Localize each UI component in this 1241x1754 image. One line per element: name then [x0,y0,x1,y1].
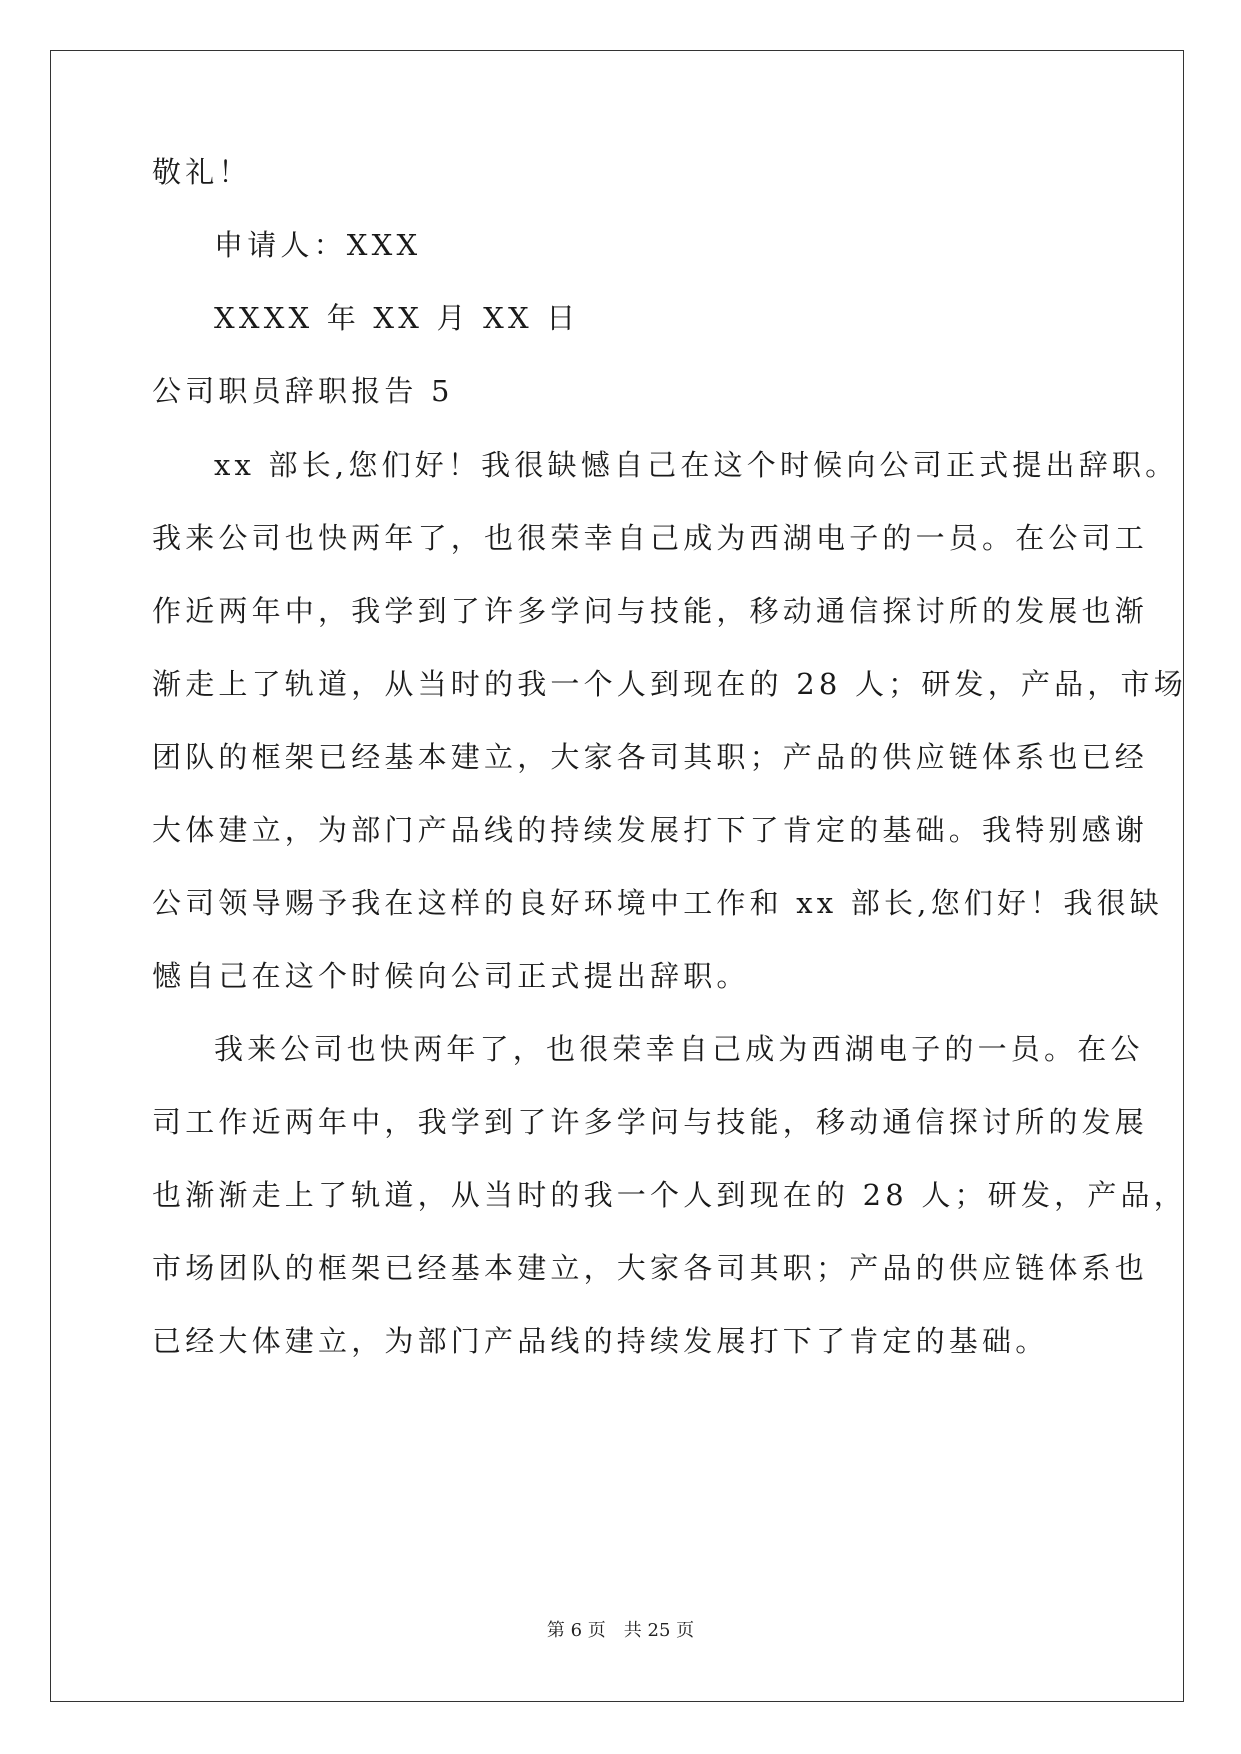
paragraph-line: 憾自己在这个时候向公司正式提出辞职。 [152,959,750,993]
page-number: 第 6 页 共 25 页 [546,1620,695,1641]
paragraph-line: 司工作近两年中，我学到了许多学问与技能，移动通信探讨所的发展 [152,1105,1149,1139]
paragraph-line: 公司领导赐予我在这样的良好环境中工作和 xx 部长,您们好！我很缺 [152,886,1163,920]
closing-text: 敬礼！ [152,155,252,189]
section-title: 公司职员辞职报告 5 [152,374,454,408]
applicant-line: 申请人：XXX [214,228,422,262]
paragraph-line: 我来公司也快两年了，也很荣幸自己成为西湖电子的一员。在公司工 [152,521,1149,555]
paragraph-line: 作近两年中，我学到了许多学问与技能，移动通信探讨所的发展也渐 [152,594,1149,628]
paragraph-line: 团队的框架已经基本建立，大家各司其职；产品的供应链体系也已经 [152,740,1149,774]
paragraph-line: 大体建立，为部门产品线的持续发展打下了肯定的基础。我特别感谢 [152,813,1149,847]
page-border [50,50,1184,1702]
paragraph-line: 已经大体建立，为部门产品线的持续发展打下了肯定的基础。 [152,1324,1049,1358]
paragraph-line: 市场团队的框架已经基本建立，大家各司其职；产品的供应链体系也 [152,1251,1149,1285]
paragraph-line: 也渐渐走上了轨道，从当时的我一个人到现在的 28 人；研发，产品， [152,1178,1187,1212]
paragraph-line: 我来公司也快两年了，也很荣幸自己成为西湖电子的一员。在公 [214,1032,1144,1066]
date-line: XXXX 年 XX 月 XX 日 [214,301,580,335]
paragraph-line: 渐走上了轨道，从当时的我一个人到现在的 28 人；研发，产品，市场 [152,667,1187,701]
paragraph-line: xx 部长,您们好！我很缺憾自己在这个时候向公司正式提出辞职。 [214,448,1179,482]
